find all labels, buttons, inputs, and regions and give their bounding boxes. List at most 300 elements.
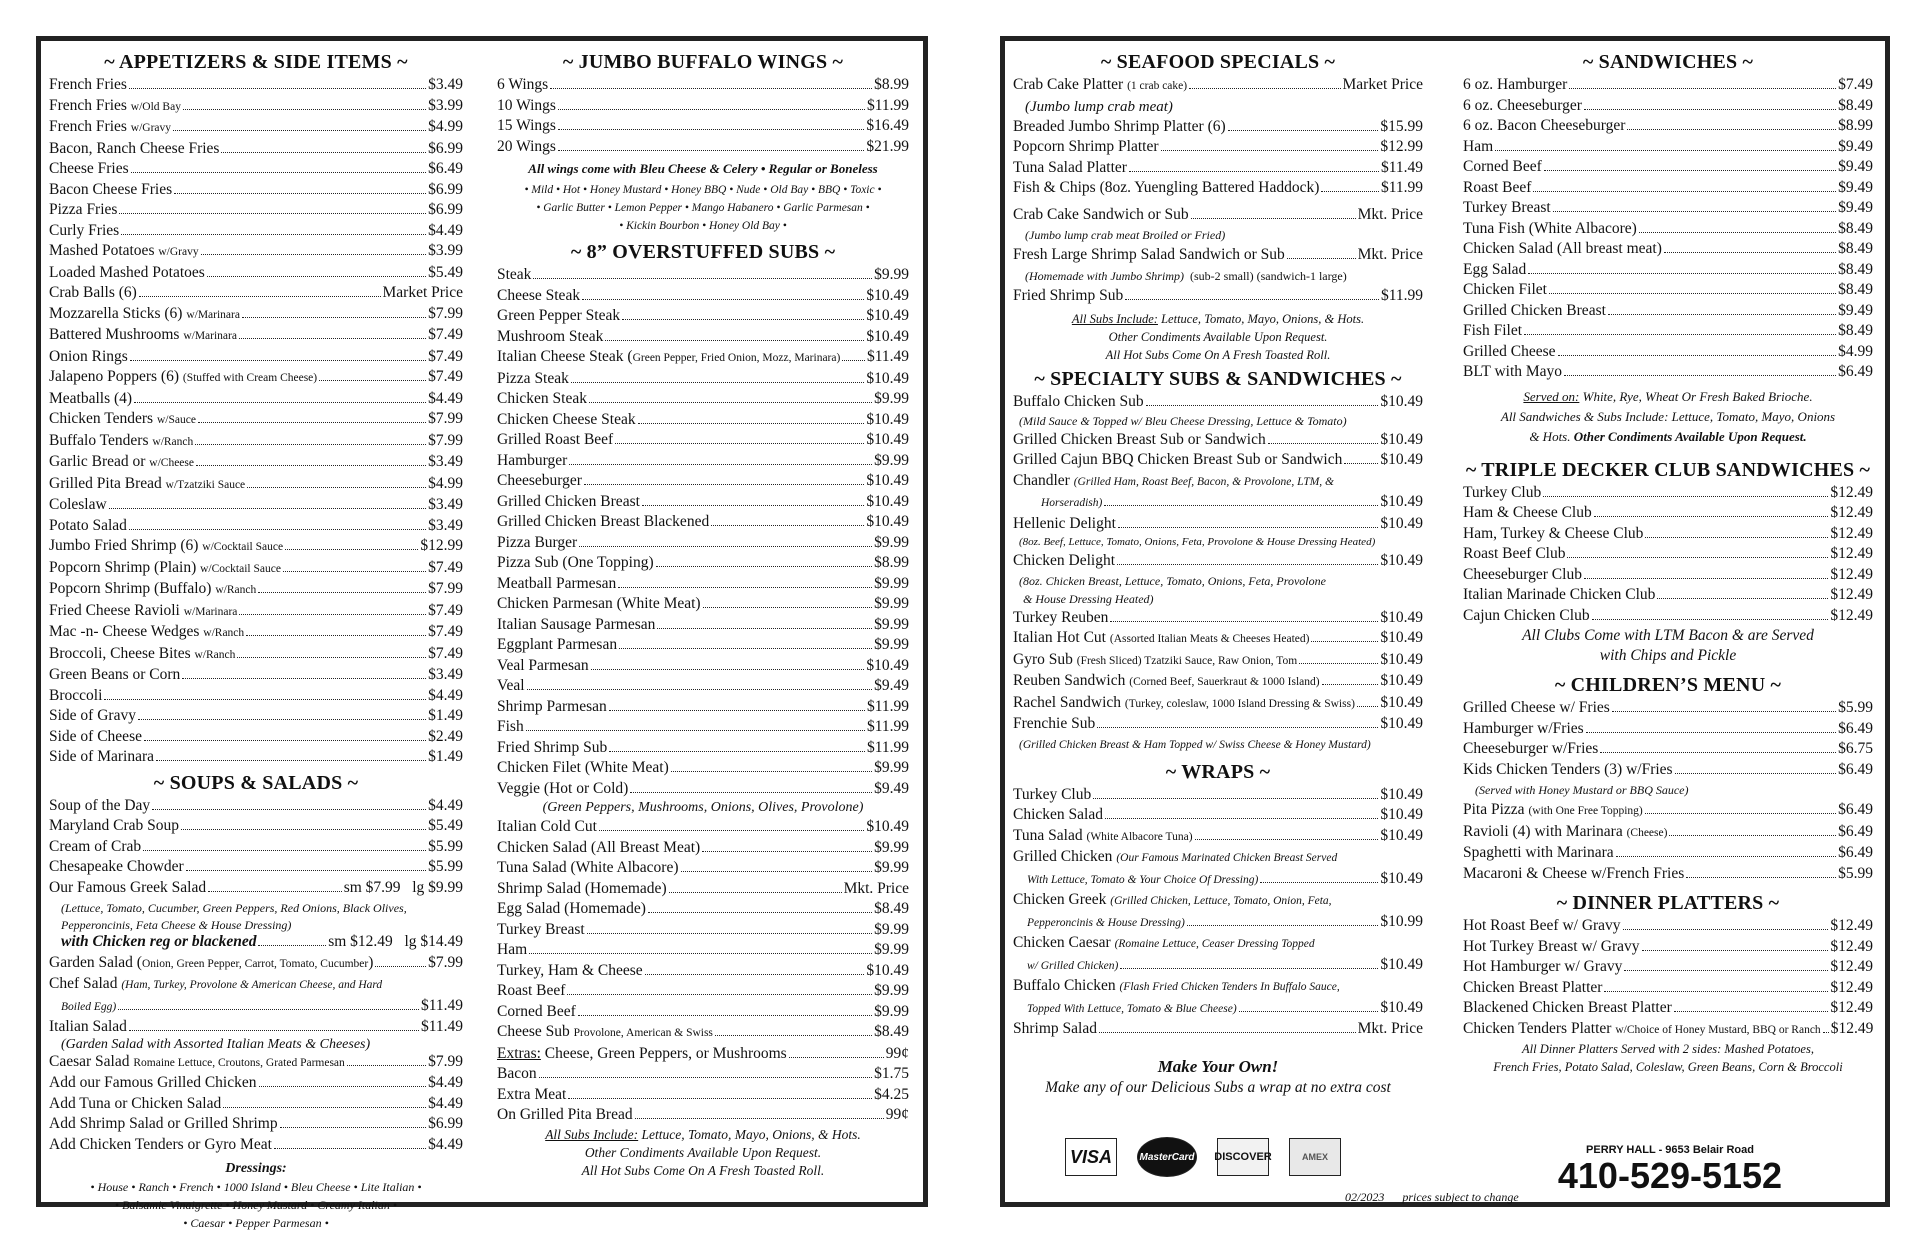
menu-item [1463, 483, 1873, 504]
item-name: Ravioli (4) with Marinara [1463, 822, 1627, 840]
item-price: $8.49 [874, 900, 909, 917]
item-price: $10.49 [866, 513, 909, 530]
menu-item [497, 758, 909, 779]
section-sandwiches [1463, 49, 1873, 447]
menu-item: Our Famous Greek Salad sm $7.99 lg $9.99 [49, 878, 463, 896]
item-price: $8.49 [1838, 260, 1873, 278]
item-name: Hot Hamburger w/ Gravy [1463, 958, 1623, 975]
menu-item [49, 796, 463, 817]
item-name: Italian Sausage Parmesan [497, 615, 656, 633]
item-price: $10.49 [866, 307, 909, 324]
menu-item [497, 512, 909, 533]
item-price: $9.49 [874, 779, 909, 797]
item-name: Chicken Salad [1013, 806, 1103, 823]
item-price: $6.49 [428, 160, 463, 177]
item-name: Hot Turkey Breast w/ Gravy [1463, 937, 1640, 955]
item-name: Italian Hot Cut [1013, 629, 1110, 646]
item-price: $9.99 [874, 920, 909, 938]
wing-flavors: • Mild • Hot • Honey Mustard • Honey BBQ • Nude • Old Bay • BBQ • Toxic • [524, 184, 882, 196]
menu-panel-right [1000, 36, 1890, 1207]
item-price: $4.49 [428, 1094, 463, 1112]
item-price: $10.49 [866, 410, 909, 428]
menu-item [49, 367, 463, 389]
item-name: Pizza Sub (One Topping) [497, 554, 654, 571]
dinner-note: French Fries, Potato Salad, Coleslaw, Green Beans, Corn & Broccoli [1493, 1060, 1843, 1074]
menu-item [497, 981, 909, 1002]
item-name: Fish [497, 718, 524, 735]
menu-item [1463, 565, 1873, 586]
dinner-list [1463, 916, 1873, 1040]
menu-item [1463, 544, 1873, 565]
menu-item [497, 471, 909, 492]
item-name: Ham & Cheese Club [1463, 504, 1592, 521]
menu-item [1013, 628, 1423, 650]
children-list [1463, 698, 1873, 780]
item-name: Broccoli [49, 686, 103, 704]
item-price: $12.49 [1830, 978, 1873, 996]
menu-item [1463, 1019, 1873, 1041]
item-name: Shrimp Salad (Homemade) [497, 879, 667, 897]
item-note: (Grilled Chicken Breast & Ham Topped w/ Swiss Cheese & Honey Mustard) [1019, 738, 1371, 751]
item-detail: (Assorted Italian Meats & Cheeses Heated) [1109, 633, 1310, 645]
item-detail: (with One Free Topping) [1528, 805, 1643, 817]
item-price: $6.49 [1838, 363, 1873, 380]
dressings-line: • House • Ranch • French • 1000 Island • Bleu Cheese • Lite Italian • [90, 1180, 422, 1194]
item-name: French Fries [49, 118, 131, 135]
item-name: Eggplant Parmesan [497, 636, 618, 653]
item-price: $5.99 [428, 858, 463, 875]
menu-item [49, 180, 463, 201]
item-price: $12.49 [1830, 504, 1873, 521]
menu-item [497, 1064, 909, 1085]
item-name: 15 Wings [497, 117, 556, 134]
item-name: Loaded Mashed Potatoes [49, 263, 205, 281]
menu-item [1463, 916, 1873, 937]
menu-item: Chef Salad (Ham, Turkey, Provolone & American Cheese, and Hard [49, 975, 383, 992]
menu-item: Shrimp Salad Mkt. Price [1013, 1020, 1423, 1037]
item-name: Shrimp Parmesan [497, 697, 607, 715]
item-name: Steak [497, 266, 532, 283]
item-detail: Green Pepper, Fried Onion, Mozz, Marinara) [632, 352, 841, 364]
menu-item [497, 347, 909, 369]
menu-item [1463, 301, 1873, 322]
menu-item [497, 838, 909, 859]
item-price: $16.49 [866, 117, 909, 134]
item-name: Chicken Cheese Steak [497, 410, 636, 428]
item-name: Chicken Tenders Platter [1463, 1019, 1616, 1037]
menu-item: Buffalo Chicken (Flash Fried Chicken Tenders In Buffalo Sauce, [1013, 977, 1340, 994]
item-name: Italian Marinade Chicken Club [1463, 586, 1656, 603]
item-price: $9.99 [874, 615, 909, 633]
item-price: $12.49 [1830, 999, 1873, 1016]
item-detail: (Stuffed with Cream Cheese) [182, 372, 318, 384]
menu-panel-left [36, 36, 928, 1230]
item-price: $8.49 [1838, 281, 1873, 298]
menu-item [1463, 342, 1873, 363]
item-detail: w/Cocktail Sauce [200, 562, 281, 575]
item-price: $7.49 [428, 326, 463, 343]
menu-item: Crab Cake Platter (1 crab cake) Market Price [1013, 76, 1423, 93]
item-price: $4.49 [428, 221, 463, 239]
menu-item [497, 615, 909, 636]
item-price: $6.49 [1838, 760, 1873, 778]
menu-item [49, 139, 463, 160]
section-specialty [1013, 366, 1423, 755]
salad-addon-list [49, 1073, 463, 1155]
item-price: $2.49 [428, 727, 463, 745]
item-price: $11.99 [1380, 179, 1423, 196]
subs-include-note: All Hot Subs Come On A Fresh Toasted Roll. [581, 1162, 825, 1178]
item-price: $9.99 [874, 838, 909, 856]
item-name: 6 Wings [497, 76, 549, 93]
menu-item [1013, 650, 1423, 672]
item-name: Onion Rings [49, 347, 128, 365]
item-name: Meatballs (4) [49, 389, 133, 407]
item-name: Mozzarella Sticks (6) [49, 304, 187, 322]
item-price: $9.49 [874, 677, 909, 694]
menu-item [1463, 978, 1873, 999]
menu-item [1463, 219, 1873, 240]
menu-item [497, 327, 909, 348]
item-name: Battered Mushrooms [49, 326, 184, 343]
menu-item [49, 686, 463, 707]
item-name: Turkey Breast [1463, 199, 1551, 216]
item-price: $4.99 [428, 474, 463, 492]
item-name: Mushroom Steak [497, 327, 604, 345]
item-price: $8.49 [874, 1023, 909, 1040]
item-price: $10.49 [866, 431, 909, 448]
section-title: ~ SEAFOOD SPECIALS ~ [1100, 51, 1336, 73]
item-price: $10.49 [866, 492, 909, 510]
section-title: ~ JUMBO BUFFALO WINGS ~ [562, 51, 844, 73]
menu-item [49, 200, 463, 221]
visa-card-icon: VISA [1065, 1138, 1117, 1176]
item-name: Turkey Club [1463, 483, 1542, 501]
item-price: $4.49 [428, 389, 463, 407]
subs-include-note: All Subs Include: Lettuce, Tomato, Mayo, Onions, & Hots. [545, 1126, 861, 1142]
item-price: $10.49 [866, 961, 909, 979]
section-title: ~ CHILDREN’S MENU ~ [1554, 674, 1782, 696]
item-name: Extra Meat [497, 1085, 567, 1103]
wings-list [497, 75, 909, 157]
item-price: $10.49 [1380, 608, 1423, 626]
item-name: Tuna Salad (White Albacore) [497, 859, 679, 876]
menu-item [1463, 362, 1873, 383]
menu-item [497, 858, 909, 879]
item-price: $9.99 [874, 266, 909, 283]
item-price: $7.99 [428, 580, 463, 597]
appetizer-list [49, 75, 463, 768]
make-your-own-note: Make any of our Delicious Subs a wrap at no extra cost [1045, 1078, 1391, 1096]
item-price: $7.99 [428, 431, 463, 449]
item-price: $10.49 [866, 818, 909, 835]
item-price: $5.99 [1838, 699, 1873, 716]
menu-item: Grilled Chicken Breast Sub or Sandwich $10.49 [1013, 430, 1423, 448]
column-appetizers-soups [49, 47, 463, 1230]
item-name: Chicken Breast Platter [1463, 978, 1603, 996]
menu-item [497, 817, 909, 838]
item-name: Bacon [497, 1065, 537, 1082]
clubs-list [1463, 483, 1873, 627]
menu-item [49, 558, 463, 580]
menu-item [497, 451, 909, 472]
menu-item: Boiled Egg) $11.49 [61, 996, 463, 1014]
item-name: Garlic Bread or [49, 453, 150, 470]
item-price: $6.99 [428, 1115, 463, 1132]
menu-item [1013, 178, 1423, 199]
item-name: Cheeseburger Club [1463, 565, 1582, 583]
menu-item [497, 920, 909, 941]
item-name: Chicken Salad (All breast meat) [1463, 240, 1662, 257]
item-name: Side of Cheese [49, 727, 142, 745]
item-name: Veal Parmesan [497, 656, 589, 674]
menu-item [49, 325, 463, 347]
item-detail: w/Ranch [152, 435, 194, 448]
item-name: Macaroni & Cheese w/French Fries [1463, 864, 1685, 882]
item-price: $9.49 [1838, 301, 1873, 319]
menu-item [49, 1135, 463, 1156]
item-detail: w/Cocktail Sauce [202, 541, 284, 553]
amex-card-icon: AMEX [1289, 1138, 1341, 1176]
menu-item [497, 286, 909, 307]
item-price: $10.49 [1380, 715, 1423, 732]
menu-item [497, 940, 909, 961]
item-name: Green Beans or Corn [49, 666, 181, 683]
subs-include-note: All Subs Include: Lettuce, Tomato, Mayo, Onions, & Hots. [1071, 312, 1365, 326]
menu-item [49, 96, 463, 118]
menu-item [1463, 321, 1873, 342]
item-name: Egg Salad [1463, 260, 1527, 278]
item-price: $4.49 [428, 1135, 463, 1153]
item-detail: (Turkey, coleslaw, 1000 Island Dressing & Swiss) [1124, 697, 1355, 710]
menu-item [1013, 117, 1423, 138]
item-price: $9.99 [874, 574, 909, 592]
item-name: Crab Balls (6) [49, 284, 137, 301]
item-name: Breaded Jumbo Shrimp Platter (6) [1013, 117, 1226, 135]
item-name: Popcorn Shrimp Platter [1013, 138, 1159, 155]
menu-item [497, 369, 909, 390]
section-wraps [1013, 759, 1423, 1098]
menu-item [49, 706, 463, 727]
menu-item: Chicken Delight $10.49 [1013, 552, 1423, 569]
menu-item [1463, 822, 1873, 844]
menu-item [49, 601, 463, 623]
discover-card-icon: DISCOVER [1217, 1138, 1269, 1176]
section-children [1463, 672, 1873, 884]
menu-item: Garden Salad (Onion, Green Pepper, Carrot, Tomato, Cucumber) $7.99 [49, 953, 463, 971]
item-name: 6 oz. Hamburger [1463, 76, 1568, 93]
item-detail: w/Ranch [194, 648, 236, 661]
menu-item [49, 747, 463, 768]
item-price: $12.99 [1380, 138, 1423, 155]
item-price: $5.49 [428, 817, 463, 834]
section-title: ~ SOUPS & SALADS ~ [153, 771, 359, 794]
clubs-note: with Chips and Pickle [1599, 647, 1737, 664]
menu-item [49, 1073, 463, 1094]
menu-item [49, 816, 463, 837]
menu-item [497, 306, 909, 327]
menu-item [1463, 157, 1873, 178]
menu-item [1463, 280, 1873, 301]
item-price: $10.49 [1380, 650, 1423, 668]
item-name: Green Pepper Steak [497, 307, 621, 324]
item-price: $1.75 [874, 1065, 909, 1082]
item-name: Corned Beef [497, 1002, 576, 1020]
item-price: $6.75 [1838, 740, 1873, 757]
menu-item [1013, 608, 1423, 629]
menu-item: Fresh Large Shrimp Salad Sandwich or Sub Mkt. Price [1013, 246, 1423, 263]
menu-item [1463, 606, 1873, 627]
item-name: On Grilled Pita Bread [497, 1106, 633, 1123]
footer-date-line: 02/2023 prices subject to change [1345, 1190, 1519, 1204]
item-name: Fish & Chips (8oz. Yuengling Battered Haddock) [1013, 179, 1320, 196]
menu-item [497, 430, 909, 451]
item-price: $12.49 [1830, 524, 1873, 542]
menu-item [49, 495, 463, 516]
item-note: Pepperoncinis, Feta Cheese & House Dressing) [61, 918, 292, 932]
menu-item [49, 516, 463, 537]
menu-item [1013, 714, 1423, 735]
item-detail: w/Marinara [183, 330, 237, 342]
item-name: Jumbo Fried Shrimp (6) [49, 537, 203, 554]
menu-item [49, 409, 463, 431]
item-name: Grilled Chicken Breast Blackened [497, 513, 710, 530]
item-name: Pizza Steak [497, 369, 569, 387]
subs-extras-list [497, 1064, 909, 1126]
item-price: $10.49 [866, 286, 909, 304]
item-detail: w/Ranch [215, 584, 257, 596]
item-name: Chicken Steak [497, 390, 587, 407]
menu-item [1013, 826, 1423, 848]
menu-item [497, 899, 909, 920]
item-detail: w/Tzatziki Sauce [165, 478, 246, 491]
item-name: Bacon, Ranch Cheese Fries [49, 139, 220, 157]
item-name: Cheese Fries [49, 160, 129, 177]
item-name: Kids Chicken Tenders (3) w/Fries [1463, 760, 1673, 778]
section-appetizers [49, 49, 463, 768]
item-price: $11.49 [866, 348, 909, 365]
item-price: $7.49 [428, 644, 463, 662]
item-price: $9.99 [874, 941, 909, 958]
item-name: Roast Beef [1463, 178, 1532, 196]
item-name: Coleslaw [49, 496, 107, 513]
subs-include-note: All Hot Subs Come On A Fresh Toasted Roll. [1105, 348, 1331, 362]
item-name: French Fries [49, 76, 127, 93]
item-price: $3.49 [428, 516, 463, 534]
item-price: $12.49 [1830, 586, 1873, 603]
menu-item [49, 389, 463, 410]
item-name: Chicken Parmesan (White Meat) [497, 595, 701, 612]
item-detail: w/Cheese [149, 457, 194, 469]
item-detail: w/Marinara [183, 605, 238, 618]
item-price: $5.49 [428, 263, 463, 281]
item-name: Pita Pizza [1463, 801, 1529, 818]
menu-item [1463, 998, 1873, 1019]
menu-item: Chicken Greek (Grilled Chicken, Lettuce, Tomato, Onion, Feta, [1013, 891, 1332, 908]
item-name: 6 oz. Cheeseburger [1463, 96, 1582, 114]
menu-item [49, 304, 463, 326]
item-name: Cream of Crab [49, 837, 142, 855]
item-price: $12.49 [1830, 606, 1873, 624]
item-price: $21.99 [866, 137, 909, 155]
item-price: $7.99 [428, 410, 463, 427]
item-price: $12.49 [1830, 917, 1873, 934]
item-price: $7.49 [428, 368, 463, 385]
item-price: $3.99 [428, 96, 463, 114]
item-price: $1.49 [428, 748, 463, 765]
item-price: $9.99 [874, 595, 909, 612]
item-name: Reuben Sandwich [1013, 672, 1130, 689]
item-price: $7.49 [428, 347, 463, 365]
item-name: Gyro Sub [1013, 650, 1077, 668]
item-price: $10.49 [866, 369, 909, 387]
menu-item [497, 533, 909, 554]
item-name: Jalapeno Poppers (6) [49, 368, 183, 385]
column-wings-subs [497, 47, 909, 1196]
menu-item: Pepperoncinis & House Dressing) $10.99 [1027, 912, 1423, 930]
section-subs [497, 239, 909, 1180]
item-name: Grilled Chicken Breast [497, 492, 640, 510]
menu-item [49, 431, 463, 453]
item-price: $12.49 [1830, 483, 1873, 501]
item-name: French Fries [49, 96, 131, 114]
item-name: Italian Cold Cut [497, 818, 597, 835]
item-name: Pizza Fries [49, 201, 118, 218]
item-price: $12.49 [1830, 565, 1873, 583]
menu-item [49, 727, 463, 748]
menu-item [1463, 864, 1873, 885]
item-price: $4.49 [428, 1074, 463, 1091]
section-clubs [1463, 457, 1873, 667]
item-name: Blackened Chicken Breast Platter [1463, 999, 1672, 1016]
menu-item: with Chicken reg or blackened sm $12.49 lg $14.49 [61, 933, 463, 950]
menu-item [497, 1002, 909, 1023]
item-name: Hamburger [497, 451, 568, 469]
item-name: Popcorn Shrimp (Buffalo) [49, 580, 216, 597]
item-price: $12.49 [1830, 545, 1873, 562]
item-name: Italian Cheese Steak ( [497, 348, 633, 365]
item-price: $9.99 [874, 636, 909, 653]
menu-item [49, 536, 463, 558]
menu-item [497, 779, 909, 800]
menu-item [1463, 843, 1873, 864]
menu-item: Fried Shrimp Sub $11.99 [1013, 286, 1423, 304]
item-price: $4.25 [874, 1085, 909, 1103]
item-price: $10.49 [866, 656, 909, 674]
menu-item [49, 1114, 463, 1135]
item-name: Side of Marinara [49, 748, 155, 765]
item-name: Side of Gravy [49, 707, 136, 724]
item-name: Tuna Fish (White Albacore) [1463, 219, 1637, 237]
menu-item [1463, 585, 1873, 606]
item-price: $11.99 [866, 697, 909, 715]
menu-item: Chandler (Grilled Ham, Roast Beef, Bacon, & Provolone, LTM, & [1013, 471, 1334, 489]
seafood-list [1013, 117, 1423, 199]
item-price: $7.49 [1838, 76, 1873, 93]
menu-item: Hellenic Delight $10.49 [1013, 514, 1423, 532]
item-note: (Lettuce, Tomato, Cucumber, Green Peppers, Red Onions, Black Olives, [61, 901, 407, 915]
menu-item [49, 221, 463, 242]
item-name: Roast Beef Club [1463, 545, 1566, 562]
children-list-2 [1463, 800, 1873, 884]
menu-item [1013, 693, 1423, 715]
phone-number[interactable]: 410-529-5152 [1557, 1155, 1783, 1196]
item-detail: w/Marinara [186, 308, 240, 321]
item-name: Hot Roast Beef w/ Gravy [1463, 917, 1621, 934]
item-name: Buffalo Tenders [49, 431, 153, 449]
menu-item [1463, 698, 1873, 719]
item-price: $10.49 [1380, 826, 1423, 844]
